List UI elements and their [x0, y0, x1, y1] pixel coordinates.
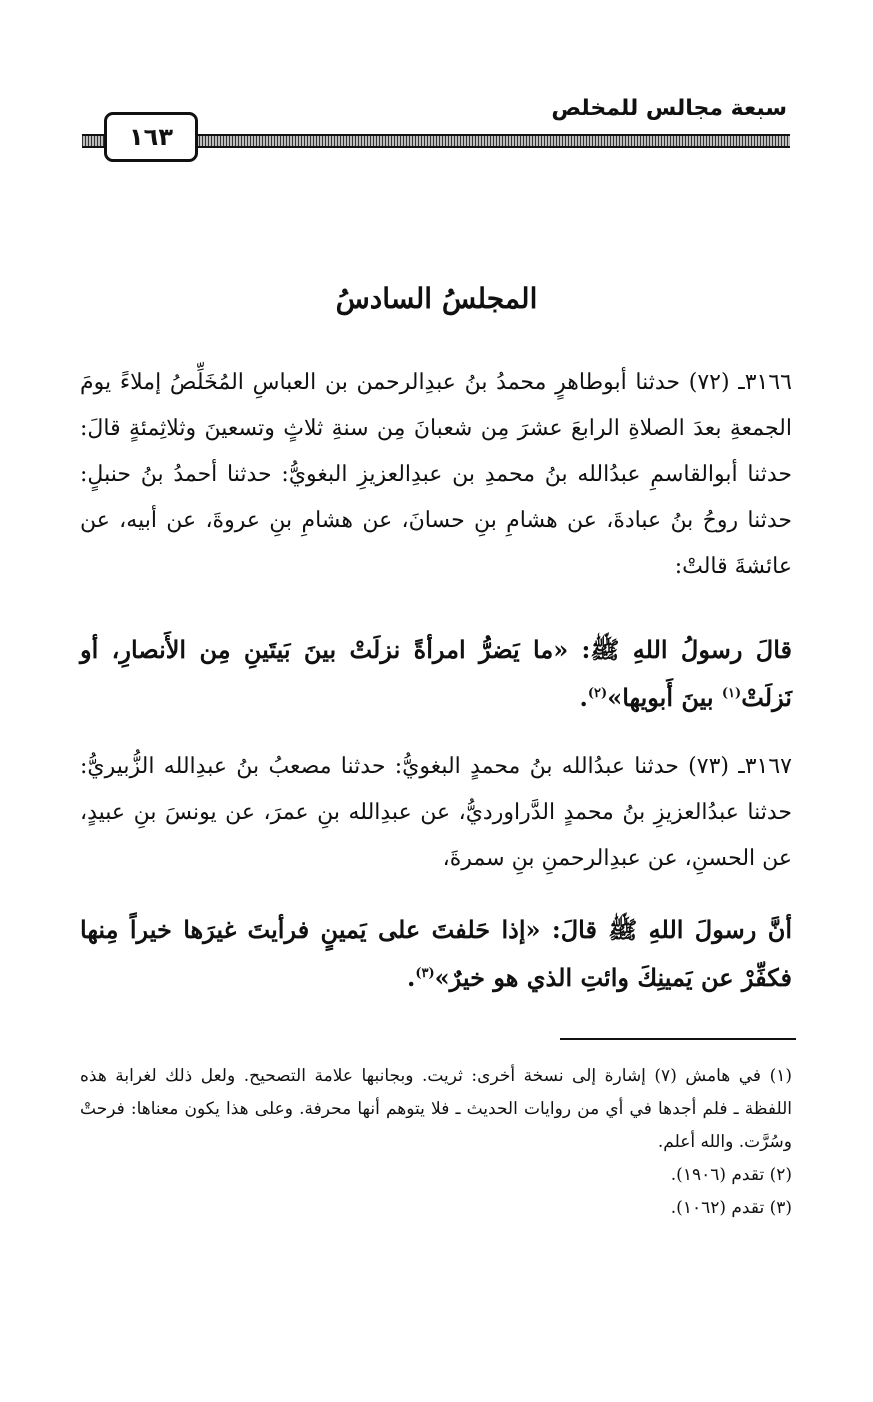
footnote-ref-1: (١): [721, 686, 742, 701]
page-number: ١٦٣: [104, 112, 198, 162]
hadith-73-period: .: [407, 963, 416, 992]
hadith-72-period: .: [579, 683, 588, 712]
running-title: سبعة مجالس للمخلص: [551, 96, 787, 121]
footnote-ref-3: (٣): [415, 966, 435, 981]
paragraph-3166: ٣١٦٦ـ (٧٢) حدثنا أبوطاهرٍ محمدُ بنُ عبدِالرحمن بن العباسِ المُخَلِّصُ إملاءً يومَ الجمعةِ بعدَ الصلاةِ الرابعَ عشرَ مِن شعبانَ مِن سنةِ ثلاثٍ وتسعينَ وثلاثِمئةٍ قالَ: حدثنا أبوالقاسمِ عبدُالله بنُ محمدِ بن عبدِالعزيزِ البغويُّ: حدثنا أحمدُ بنُ حنبلٍ: حدثنا روحُ بنُ عبادةَ، عن هشامِ بنِ حسانَ، عن هشامِ بنِ عروةَ، عن أبيه، عن عائشةَ قالتْ:: [80, 370, 792, 579]
footnote-ref-2: (٢): [587, 686, 608, 701]
footnote-1: (١) في هامش (٧) إشارة إلى نسخة أخرى: ثريت. وبجانبها علامة التصحيح. ولعل ذلك لغرابة هذه اللفظة ـ فلم أجدها في أي من روايات الحديث ـ فلا يتوهم أنها محرفة. وعلى هذا يكون معناها: فرحتْ وسُرَّت. والله أعلم.: [80, 1066, 792, 1152]
chapter-title: المجلسُ السادسُ: [335, 282, 538, 315]
hadith-72-text: قالَ رسولُ اللهِ ﷺ: «ما يَضرُّ امرأةً نزلَتْ بينَ بَيتَينِ مِن الأَنصارِ، أو نَزلَتْ: [80, 635, 792, 712]
hadith-73-text: أنَّ رسولَ اللهِ ﷺ قالَ: «إذا حَلفتَ على يَمينٍ فرأيتَ غيرَها خيراً مِنها فكفِّرْ عن يَمينِكَ وائتِ الذي هو خيرٌ»: [80, 915, 792, 992]
footnotes: [80, 1060, 792, 1225]
hadith-73: [80, 906, 792, 1002]
footnote-separator: [560, 1038, 796, 1040]
hadith-72: [80, 626, 792, 722]
footnote-2: (٢) تقدم (١٩٠٦).: [670, 1165, 792, 1185]
paragraph-3167: ٣١٦٧ـ (٧٣) حدثنا عبدُالله بنُ محمدٍ البغويُّ: حدثنا مصعبُ بنُ عبدِالله الزُّبيريُّ: حدثنا عبدُالعزيزِ بنُ محمدٍ الدَّراورديُّ، عن عبدِالله بنِ عمرَ، عن يونسَ بنِ عبيدٍ، عن الحسنِ، عن عبدِالرحمنِ بنِ سمرةَ،: [80, 754, 792, 871]
hadith-72-text-end: بينَ أَبويها»: [607, 683, 722, 712]
footnote-3: (٣) تقدم (١٠٦٢).: [670, 1198, 792, 1218]
